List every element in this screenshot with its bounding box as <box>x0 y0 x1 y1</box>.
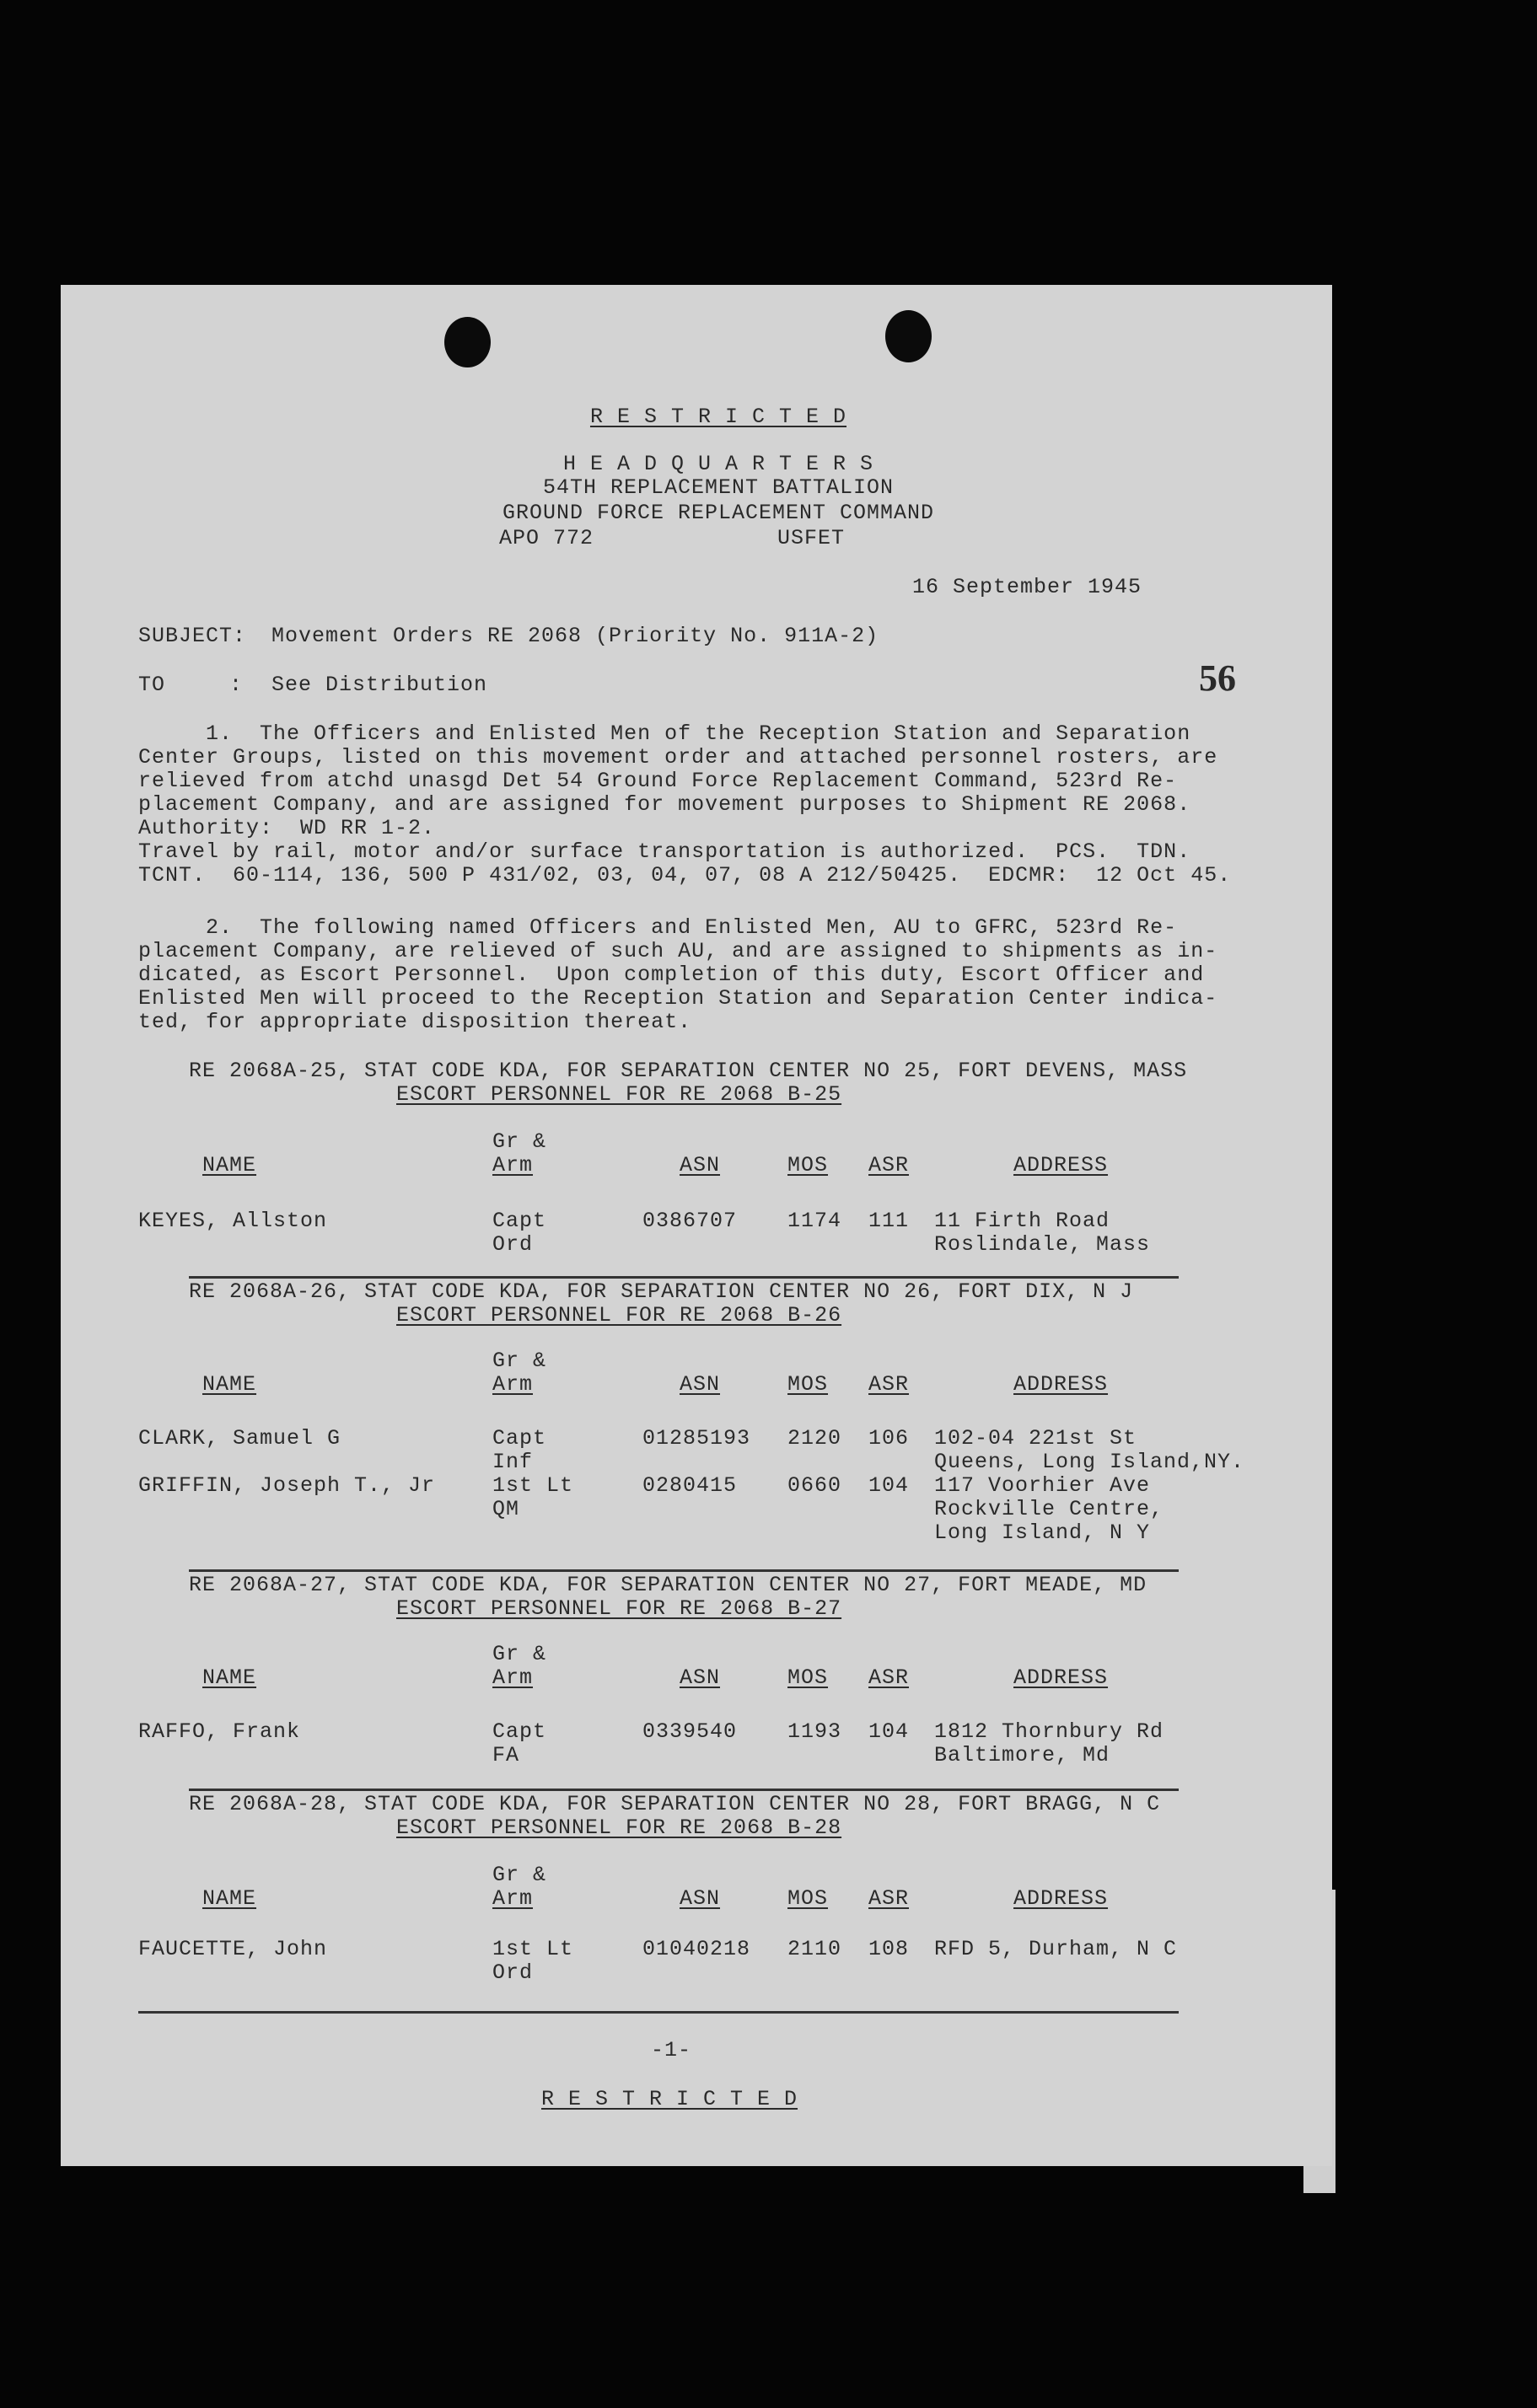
to-label: TO <box>138 673 166 697</box>
to-colon: : <box>229 673 244 697</box>
row-asn: 0339540 <box>642 1719 738 1744</box>
row-asn: 0280415 <box>642 1473 738 1498</box>
row-address-line: Baltimore, Md <box>934 1743 1110 1767</box>
paragraph-line: placement Company, are relieved of such AU, and are assigned to shipments as in- <box>138 939 1218 963</box>
row-address-line: 1812 Thornbury Rd <box>934 1719 1164 1744</box>
column-asr: ASR <box>868 1372 910 1397</box>
section-heading: RE 2068A-28, STAT CODE KDA, FOR SEPARATION CENTER NO 28, FORT BRAGG, N C <box>189 1792 1161 1816</box>
row-address-line: Queens, Long Island,NY. <box>934 1450 1245 1474</box>
section-heading: RE 2068A-26, STAT CODE KDA, FOR SEPARATION CENTER NO 26, FORT DIX, N J <box>189 1279 1134 1304</box>
column-name: NAME <box>202 1886 257 1911</box>
paragraph-line: ted, for appropriate disposition thereat. <box>138 1010 692 1034</box>
row-arm: QM <box>492 1497 520 1521</box>
row-name: FAUCETTE, John <box>138 1937 328 1961</box>
usfet-line: USFET <box>777 526 846 550</box>
column-address: ADDRESS <box>1013 1153 1109 1177</box>
section-heading: RE 2068A-25, STAT CODE KDA, FOR SEPARATION CENTER NO 25, FORT DEVENS, MASS <box>189 1059 1188 1083</box>
column-arm: Arm <box>492 1372 534 1397</box>
row-arm: Ord <box>492 1232 534 1257</box>
section-divider <box>189 1276 1179 1279</box>
row-address-line: Rockville Centre, <box>934 1497 1164 1521</box>
column-asr: ASR <box>868 1886 910 1911</box>
row-address-line: 102-04 221st St <box>934 1426 1137 1451</box>
row-asr: 111 <box>868 1209 910 1233</box>
column-gr: Gr & <box>492 1349 547 1373</box>
row-mos: 2120 <box>787 1426 842 1451</box>
row-asr: 106 <box>868 1426 910 1451</box>
row-address-line: RFD 5, Durham, N C <box>934 1937 1178 1961</box>
battalion-line: 54TH REPLACEMENT BATTALION <box>542 475 895 500</box>
to-text: See Distribution <box>271 673 488 697</box>
row-asr: 104 <box>868 1473 910 1498</box>
section-subheading: ESCORT PERSONNEL FOR RE 2068 B-28 <box>396 1815 842 1840</box>
section-subheading: ESCORT PERSONNEL FOR RE 2068 B-25 <box>396 1082 842 1107</box>
subject-text: Movement Orders RE 2068 (Priority No. 911A-2) <box>271 624 879 648</box>
punch-hole-right <box>885 310 932 362</box>
command-line: GROUND FORCE REPLACEMENT COMMAND <box>502 501 935 525</box>
column-arm: Arm <box>492 1153 534 1177</box>
section-divider <box>189 1789 1179 1791</box>
headquarters-line: H E A D Q U A R T E R S <box>562 452 874 476</box>
row-asr: 108 <box>868 1937 910 1961</box>
row-name: RAFFO, Frank <box>138 1719 301 1744</box>
row-asn: 01040218 <box>642 1937 751 1961</box>
column-asr: ASR <box>868 1665 910 1690</box>
column-address: ADDRESS <box>1013 1372 1109 1397</box>
page-stamp: 56 <box>1199 657 1236 699</box>
column-address: ADDRESS <box>1013 1665 1109 1690</box>
paragraph-line: Authority: WD RR 1-2. <box>138 816 436 840</box>
row-grade: Capt <box>492 1209 547 1233</box>
paragraph-line: Travel by rail, motor and/or surface transportation is authorized. PCS. TDN. <box>138 839 1191 864</box>
row-mos: 1193 <box>787 1719 842 1744</box>
row-name: KEYES, Allston <box>138 1209 328 1233</box>
paragraph-line: dicated, as Escort Personnel. Upon completion of this duty, Escort Officer and <box>138 963 1205 987</box>
column-asn: ASN <box>680 1153 721 1177</box>
column-asn: ASN <box>680 1665 721 1690</box>
paragraph-line: 1. The Officers and Enlisted Men of the Reception Station and Separation <box>138 721 1191 746</box>
row-arm: Inf <box>492 1450 534 1474</box>
column-mos: MOS <box>787 1665 829 1690</box>
column-asn: ASN <box>680 1886 721 1911</box>
section-subheading: ESCORT PERSONNEL FOR RE 2068 B-26 <box>396 1303 842 1327</box>
classification-top: R E S T R I C T E D <box>589 405 847 429</box>
document-date: 16 September 1945 <box>912 575 1142 599</box>
column-mos: MOS <box>787 1153 829 1177</box>
row-address-line: 11 Firth Road <box>934 1209 1110 1233</box>
paragraph-line: Center Groups, listed on this movement order and attached personnel rosters, are <box>138 745 1218 770</box>
row-asr: 104 <box>868 1719 910 1744</box>
page-number: -1- <box>651 2038 692 2062</box>
column-name: NAME <box>202 1153 257 1177</box>
paragraph-line: placement Company, and are assigned for movement purposes to Shipment RE 2068. <box>138 792 1191 817</box>
column-arm: Arm <box>492 1665 534 1690</box>
column-mos: MOS <box>787 1886 829 1911</box>
section-heading: RE 2068A-27, STAT CODE KDA, FOR SEPARATION CENTER NO 27, FORT MEADE, MD <box>189 1573 1147 1597</box>
column-gr: Gr & <box>492 1642 547 1666</box>
row-grade: 1st Lt <box>492 1937 574 1961</box>
row-grade: 1st Lt <box>492 1473 574 1498</box>
paragraph-line: 2. The following named Officers and Enlisted Men, AU to GFRC, 523rd Re- <box>138 915 1178 940</box>
apo-line: APO 772 <box>499 526 594 550</box>
row-mos: 2110 <box>787 1937 842 1961</box>
column-name: NAME <box>202 1665 257 1690</box>
row-name: CLARK, Samuel G <box>138 1426 341 1451</box>
row-address-line: 117 Voorhier Ave <box>934 1473 1151 1498</box>
subject-label: SUBJECT: <box>138 624 247 648</box>
row-address-line: Long Island, N Y <box>934 1520 1151 1545</box>
section-divider <box>138 2011 1179 2014</box>
column-gr: Gr & <box>492 1863 547 1887</box>
row-arm: FA <box>492 1743 520 1767</box>
row-asn: 01285193 <box>642 1426 751 1451</box>
paragraph-line: relieved from atchd unasgd Det 54 Ground Force Replacement Command, 523rd Re- <box>138 769 1178 793</box>
document-page <box>61 285 1332 2166</box>
punch-hole-left <box>444 317 491 367</box>
column-gr: Gr & <box>492 1129 547 1154</box>
row-address-line: Roslindale, Mass <box>934 1232 1151 1257</box>
column-name: NAME <box>202 1372 257 1397</box>
row-arm: Ord <box>492 1960 534 1985</box>
row-mos: 0660 <box>787 1473 842 1498</box>
row-grade: Capt <box>492 1426 547 1451</box>
column-arm: Arm <box>492 1886 534 1911</box>
paragraph-line: Enlisted Men will proceed to the Reception Station and Separation Center indica- <box>138 986 1218 1011</box>
row-asn: 0386707 <box>642 1209 738 1233</box>
classification-bottom: R E S T R I C T E D <box>541 2087 798 2111</box>
column-asr: ASR <box>868 1153 910 1177</box>
column-address: ADDRESS <box>1013 1886 1109 1911</box>
paragraph-line: TCNT. 60-114, 136, 500 P 431/02, 03, 04, 07, 08 A 212/50425. EDCMR: 12 Oct 45. <box>138 863 1232 888</box>
section-divider <box>189 1569 1179 1572</box>
column-asn: ASN <box>680 1372 721 1397</box>
row-grade: Capt <box>492 1719 547 1744</box>
section-subheading: ESCORT PERSONNEL FOR RE 2068 B-27 <box>396 1596 842 1621</box>
row-name: GRIFFIN, Joseph T., Jr <box>138 1473 436 1498</box>
column-mos: MOS <box>787 1372 829 1397</box>
row-mos: 1174 <box>787 1209 842 1233</box>
